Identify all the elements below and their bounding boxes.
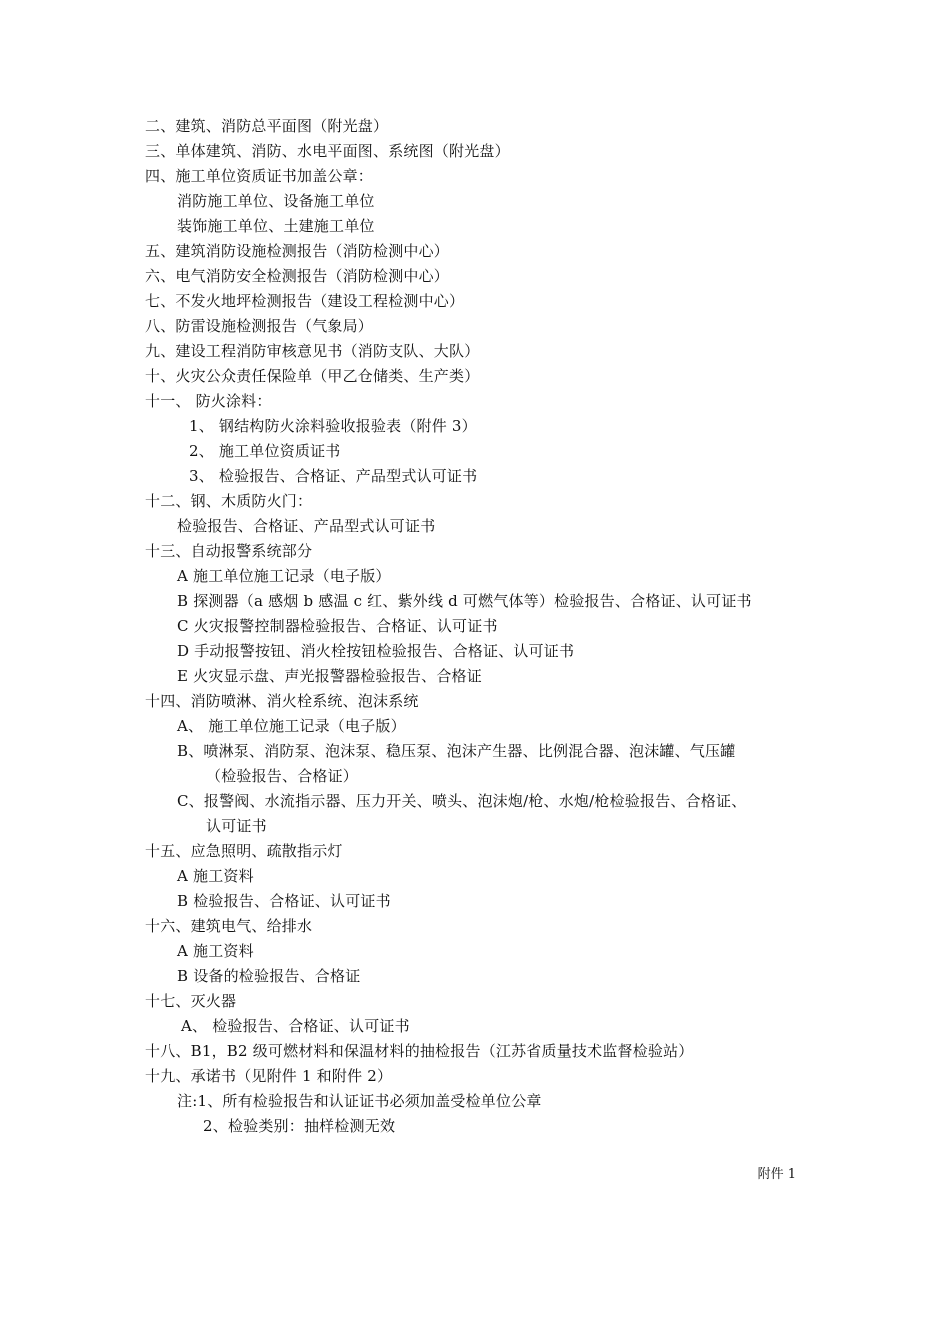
note-2: 2、检验类别：抽样检测无效: [203, 1117, 396, 1135]
section-11-item-2: 2、 施工单位资质证书: [189, 442, 341, 460]
note-1: 注:1、所有检验报告和认证证书必须加盖受检单位公章: [177, 1092, 542, 1110]
section-16-item-a: A 施工资料: [177, 942, 254, 960]
section-15-item-b: B 检验报告、合格证、认可证书: [177, 892, 391, 910]
section-15-item-a: A 施工资料: [177, 867, 254, 885]
section-13-item-c: C 火灾报警控制器检验报告、合格证、认可证书: [177, 617, 498, 635]
section-14: 十四、消防喷淋、消火栓系统、泡沫系统: [145, 692, 419, 710]
section-12: 十二、钢、木质防火门：: [145, 492, 313, 510]
section-14-item-b: B、喷淋泵、消防泵、泡沫泵、稳压泵、泡沫产生器、比例混合器、泡沫罐、气压罐: [177, 742, 736, 760]
section-12-item-1: 检验报告、合格证、产品型式认可证书: [177, 517, 436, 535]
section-11-item-3: 3、 检验报告、合格证、产品型式认可证书: [189, 467, 478, 485]
section-14-item-c-cont: 认可证书: [206, 817, 267, 835]
section-16-item-b: B 设备的检验报告、合格证: [177, 967, 361, 985]
section-13-item-a: A 施工单位施工记录（电子版）: [177, 567, 391, 585]
section-17-item-a: A、 检验报告、合格证、认可证书: [181, 1017, 410, 1035]
section-9: 九、建设工程消防审核意见书（消防支队、大队）: [145, 342, 480, 360]
section-14-item-b-cont: （检验报告、合格证）: [206, 767, 359, 785]
section-18: 十八、B1，B2 级可燃材料和保温材料的抽检报告（江苏省质量技术监督检验站）: [145, 1042, 694, 1060]
section-8: 八、防雷设施检测报告（气象局）: [145, 317, 374, 335]
section-7: 七、不发火地坪检测报告（建设工程检测中心）: [145, 292, 465, 310]
attachment-label: 附件 1: [757, 1167, 796, 1182]
section-4-item-1: 消防施工单位、设备施工单位: [177, 192, 375, 210]
section-11-item-1: 1、 钢结构防火涂料验收报验表（附件 3）: [189, 417, 477, 435]
section-19: 十九、承诺书（见附件 1 和附件 2）: [145, 1067, 393, 1085]
section-13-item-b: B 探测器（a 感烟 b 感温 c 红、紫外线 d 可燃气体等）检验报告、合格证、认可证书: [177, 592, 752, 610]
section-17: 十七、灭火器: [145, 992, 237, 1010]
section-13: 十三、自动报警系统部分: [145, 542, 313, 560]
section-4-item-2: 装饰施工单位、土建施工单位: [177, 217, 375, 235]
section-13-item-e: E 火灾显示盘、声光报警器检验报告、合格证: [177, 667, 482, 685]
section-3: 三、单体建筑、消防、水电平面图、系统图（附光盘）: [145, 142, 510, 160]
section-14-item-c: C、报警阀、水流指示器、压力开关、喷头、泡沫炮/枪、水炮/枪检验报告、合格证、: [177, 792, 747, 810]
section-5: 五、建筑消防设施检测报告（消防检测中心）: [145, 242, 450, 260]
section-10: 十、火灾公众责任保险单（甲乙仓储类、生产类）: [145, 367, 480, 385]
section-13-item-d: D 手动报警按钮、消火栓按钮检验报告、合格证、认可证书: [177, 642, 575, 660]
section-2: 二、建筑、消防总平面图（附光盘）: [145, 117, 389, 135]
section-6: 六、电气消防安全检测报告（消防检测中心）: [145, 267, 450, 285]
section-16: 十六、建筑电气、给排水: [145, 917, 313, 935]
section-15: 十五、应急照明、疏散指示灯: [145, 842, 343, 860]
section-4: 四、施工单位资质证书加盖公章：: [145, 167, 374, 185]
section-11: 十一、 防火涂料：: [145, 392, 272, 410]
section-14-item-a: A、 施工单位施工记录（电子版）: [177, 717, 406, 735]
